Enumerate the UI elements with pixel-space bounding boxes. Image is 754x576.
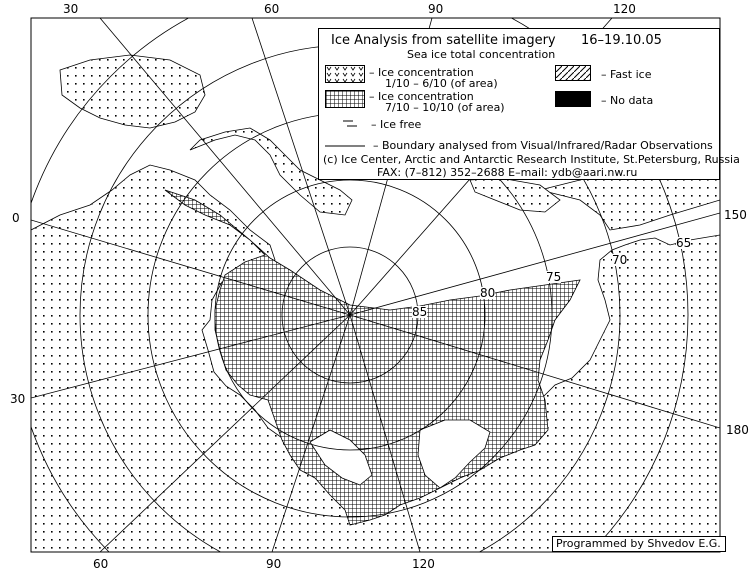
lat-label-80: 80 (480, 286, 496, 300)
close-ice-swatch (325, 90, 365, 108)
ice-free-symbol (341, 118, 361, 130)
lat-label-65: 65 (676, 236, 692, 250)
lon-label-top-90: 90 (428, 2, 444, 16)
no-data-label: – No data (601, 94, 654, 107)
contact-info: FAX: (7–812) 352–2688 E–mail: ydb@aari.nw.ru (377, 166, 638, 179)
open-ice-label-1: – Ice concentration (369, 66, 474, 79)
lon-label-top-60: 60 (264, 2, 280, 16)
open-ice-label-2: 1/10 – 6/10 (of area) (385, 77, 498, 90)
no-data-swatch (555, 91, 591, 107)
lat-label-85: 85 (412, 305, 428, 319)
lon-label-bottom-60: 60 (93, 557, 109, 571)
lon-label-bottom-90: 90 (266, 557, 282, 571)
lon-label-left-30: 30 (10, 392, 26, 406)
lon-label-bottom-120: 120 (412, 557, 435, 571)
legend-title: Ice Analysis from satellite imagery (331, 33, 556, 48)
boundary-line-symbol (325, 143, 365, 149)
close-ice-label-2: 7/10 – 10/10 (of area) (385, 101, 505, 114)
map-legend (318, 28, 740, 180)
institute-credit: (c) Ice Center, Arctic and Antarctic Research Institute, St.Petersburg, Russia (323, 153, 740, 166)
fast-ice-swatch (555, 65, 591, 81)
legend-date: 16–19.10.05 (581, 33, 662, 48)
lat-label-70: 70 (612, 253, 628, 267)
lon-label-top-120: 120 (613, 2, 636, 16)
legend-subtitle: Sea ice total concentration (407, 48, 556, 61)
close-ice-label-1: – Ice concentration (369, 90, 474, 103)
lat-label-75: 75 (546, 270, 562, 284)
lon-label-left-0: 0 (12, 211, 20, 225)
programmer-credit: Programmed by Shvedov E.G. (552, 536, 726, 552)
lon-label-right-150: 150 (724, 208, 747, 222)
ice-free-label: – Ice free (371, 118, 422, 131)
lon-label-top-30: 30 (63, 2, 79, 16)
boundary-label: – Boundary analysed from Visual/Infrared/Radar Observations (373, 139, 713, 152)
open-ice-swatch (325, 65, 365, 83)
lon-label-right-180: 180 (726, 423, 749, 437)
fast-ice-label: – Fast ice (601, 68, 652, 81)
